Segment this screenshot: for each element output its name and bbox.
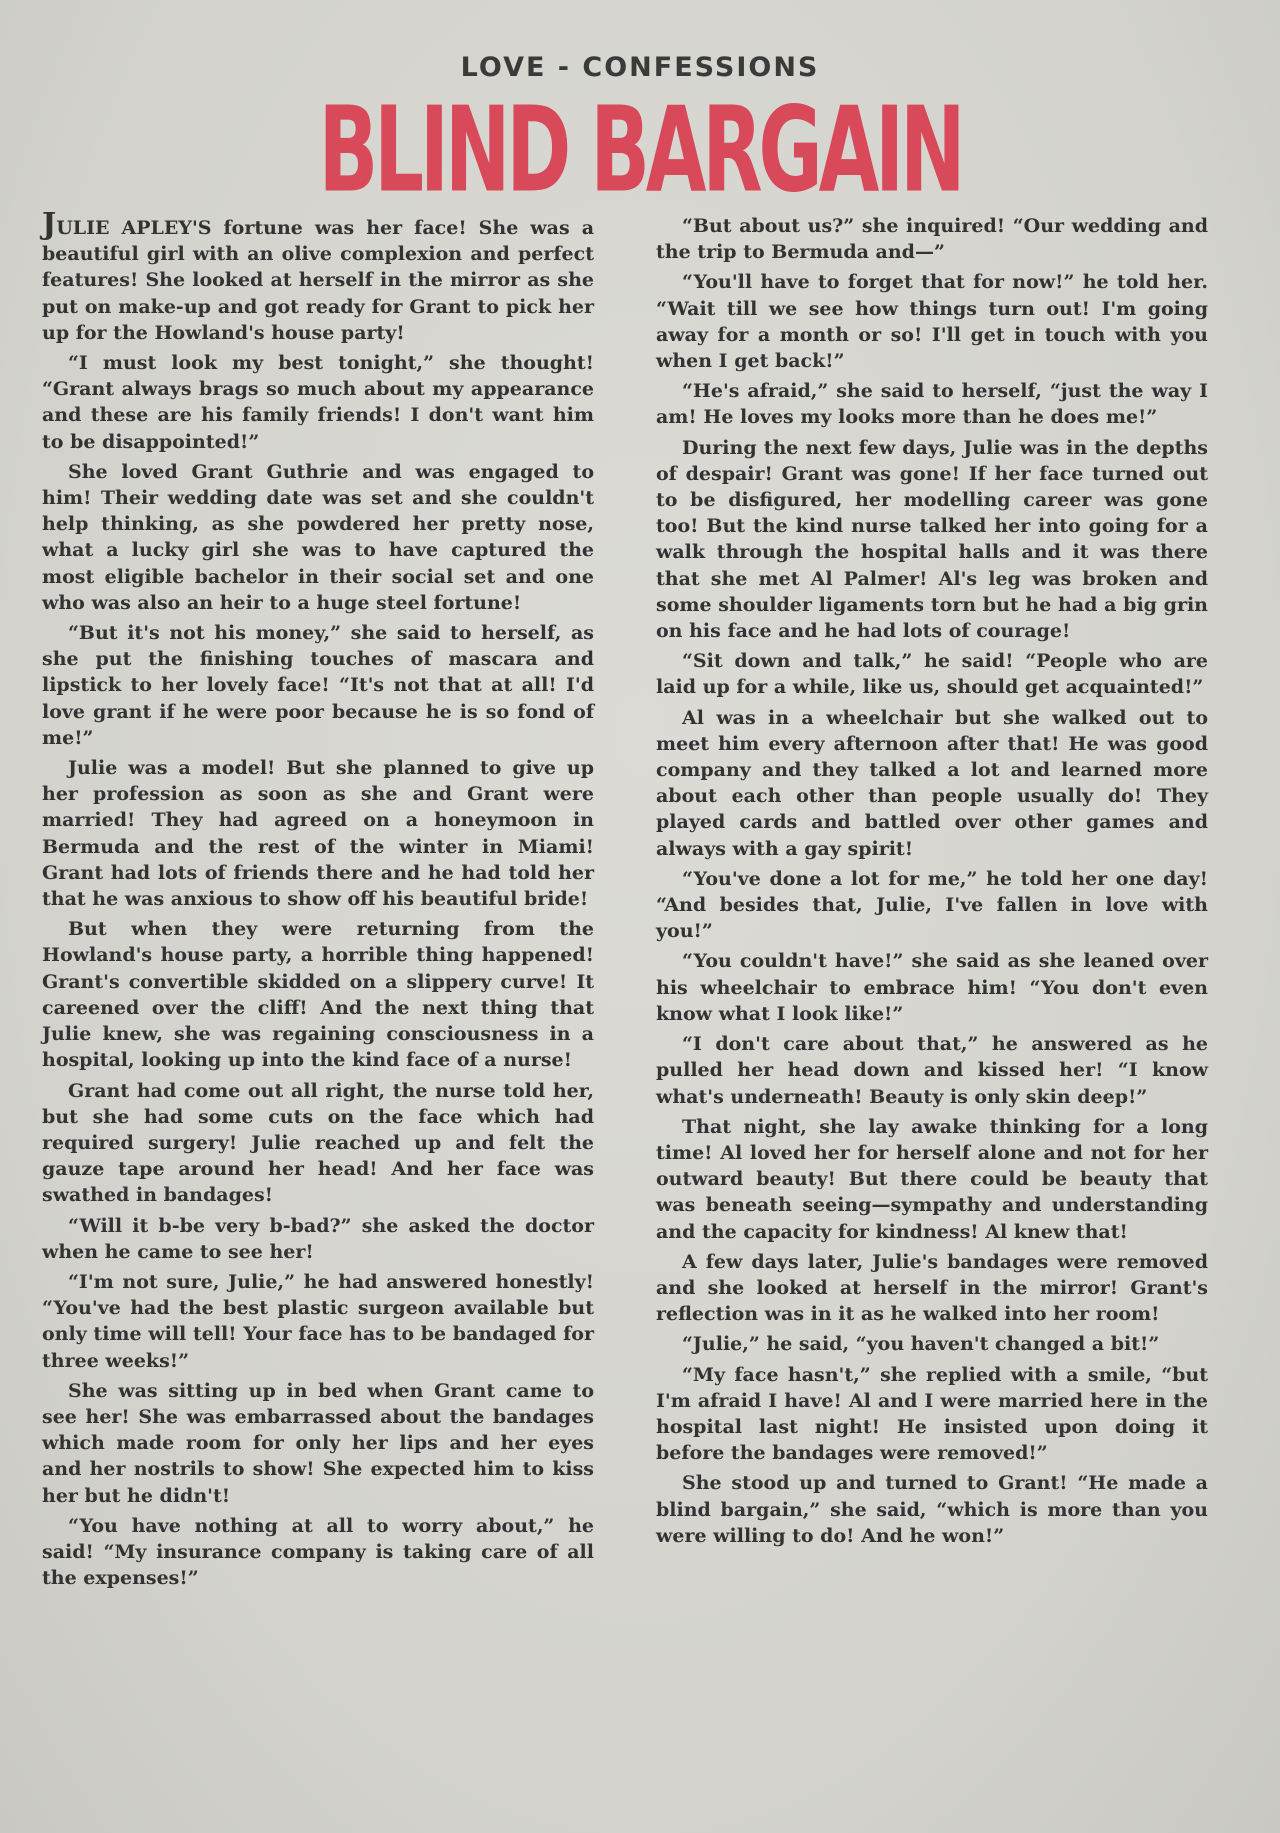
drop-cap: J — [42, 207, 57, 242]
story-paragraph: “You have nothing at all to worry about,” he said! “My insurance company is taking care of all the expenses!” — [42, 1514, 594, 1590]
story-paragraph: Grant had come out all right, the nurse told her, but she had some cuts on the face which had required surgery! Julie reached up and felt the gauze tape around her head! And her face was swathed in bandages! — [42, 1079, 594, 1207]
story-paragraph: Julie was a model! But she planned to give up her profession as soon as she and Grant were married! They had agreed on a honeymoon in Bermuda and the rest of the winter in Miami! Grant had lots of friends there and he had told her that he was anxious to show off his beautiful bride! — [42, 757, 594, 911]
masthead: LOVE - CONFESSIONS — [460, 52, 820, 83]
story-columns — [42, 207, 1208, 1693]
story-paragraph — [42, 207, 594, 346]
story-title: BLIND BARGAIN — [318, 82, 962, 220]
story-paragraph: That night, she lay awake thinking for a long time! Al loved her for herself alone and not for her outward beauty! But there could be beauty that was beneath seeing—sympathy and understanding and the capacity for kindness! Al knew that! — [656, 1115, 1208, 1243]
story-paragraph: “You couldn't have!” she said as she leaned over his wheelchair to embrace him! “You don't even know what I look like!” — [656, 950, 1208, 1025]
right-column — [656, 213, 1208, 1693]
story-paragraph: But when they were returning from the Howland's house party, a horrible thing happened! Grant's convertible skidded on a slippery curve! It careened over the cliff! And the next thing that Julie knew, she was regaining consciousness in a hospital, looking up into the kind face of a nurse! — [42, 918, 594, 1072]
story-paragraph: “Will it b-be very b-bad?” she asked the doctor when he came to see her! — [42, 1214, 594, 1263]
story-paragraph: “You'll have to forget that for now!” he told her. “Wait till we see how things turn out! I'm going away for a month or so! I'll get in touch with you when I get back!” — [656, 271, 1208, 373]
story-paragraph: She stood up and turned to Grant! “He made a blind bargain,” she said, “which is more than you were willing to do! And he won!” — [656, 1472, 1208, 1547]
story-paragraph: She loved Grant Guthrie and was engaged to him! Their wedding date was set and she couldn't help thinking, as she powdered her pretty nose, what a lucky girl she was to have captured the most eligible bachelor in their social set and one who was also an heir to a huge steel fortune! — [42, 460, 594, 614]
story-paragraph: “But about us?” she inquired! “Our wedding and the trip to Bermuda and—” — [656, 215, 1208, 264]
story-paragraph: Al was in a wheelchair but she walked out to meet him every afternoon after that! He was good company and they talked a lot and learned more about each other than people usually do! They played cards and battled over other games and always with a gay spirit! — [656, 706, 1208, 860]
left-column — [42, 207, 594, 1693]
story-paragraph: “He's afraid,” she said to herself, “just the way I am! He loves my looks more than he does me!” — [656, 380, 1208, 429]
story-paragraph: “But it's not his money,” she said to herself, as she put the finishing touches of mascara and lipstick to her lovely face! “It's not that at all! I'd love grant if he were poor because he is so fond of me!” — [42, 622, 594, 749]
story-paragraph: A few days later, Julie's bandages were removed and she looked at herself in the mirror! Grant's reflection was in it as he walked into her room! — [656, 1250, 1208, 1326]
paragraph-text: ULIE APLEY'S fortune was her face! She was a beautiful girl with an olive complexion and perfect features! She looked at herself in the mirror as she put on make-up and got ready for Grant to pick her up for the Howland's house party! — [42, 217, 594, 344]
story-paragraph: “Julie,” he said, “you haven't changed a bit!” — [682, 1333, 1160, 1356]
story-paragraph: “My face hasn't,” she replied with a smile, “but I'm afraid I have! Al and I were married here in the hospital last night! He insisted upon doing it before the bandages were removed!” — [656, 1363, 1208, 1465]
story-paragraph: “You've done a lot for me,” he told her one day! “And besides that, Julie, I've fallen in love with you!” — [656, 867, 1208, 943]
story-paragraph: “I must look my best tonight,” she thought! “Grant always brags so much about my appearance and these are his family friends! I don't want him to be disappointed!” — [42, 352, 594, 453]
story-paragraph: “I don't care about that,” he answered as he pulled her head down and kissed her! “I know what's underneath! Beauty is only skin deep!” — [656, 1033, 1208, 1108]
story-paragraph: She was sitting up in bed when Grant came to see her! She was embarrassed about the bandages which made room for only her lips and her eyes and her nostrils to show! She expected him to kiss her but he didn't! — [42, 1379, 594, 1507]
story-paragraph: “Sit down and talk,” he said! “People who are laid up for a while, like us, should get acquainted!” — [656, 650, 1208, 699]
story-paragraph: “I'm not sure, Julie,” he had answered honestly! “You've had the best plastic surgeon available but only time will tell! Your face has to be bandaged for three weeks!” — [42, 1270, 594, 1372]
story-paragraph: During the next few days, Julie was in the depths of despair! Grant was gone! If her face turned out to be disfigured, her modelling career was gone too! But the kind nurse talked her into going for a walk through the hospital halls and it was there that she met Al Palmer! Al's leg was broken and some shoulder ligaments torn but he had a big grin on his face and he had lots of courage! — [656, 436, 1208, 643]
